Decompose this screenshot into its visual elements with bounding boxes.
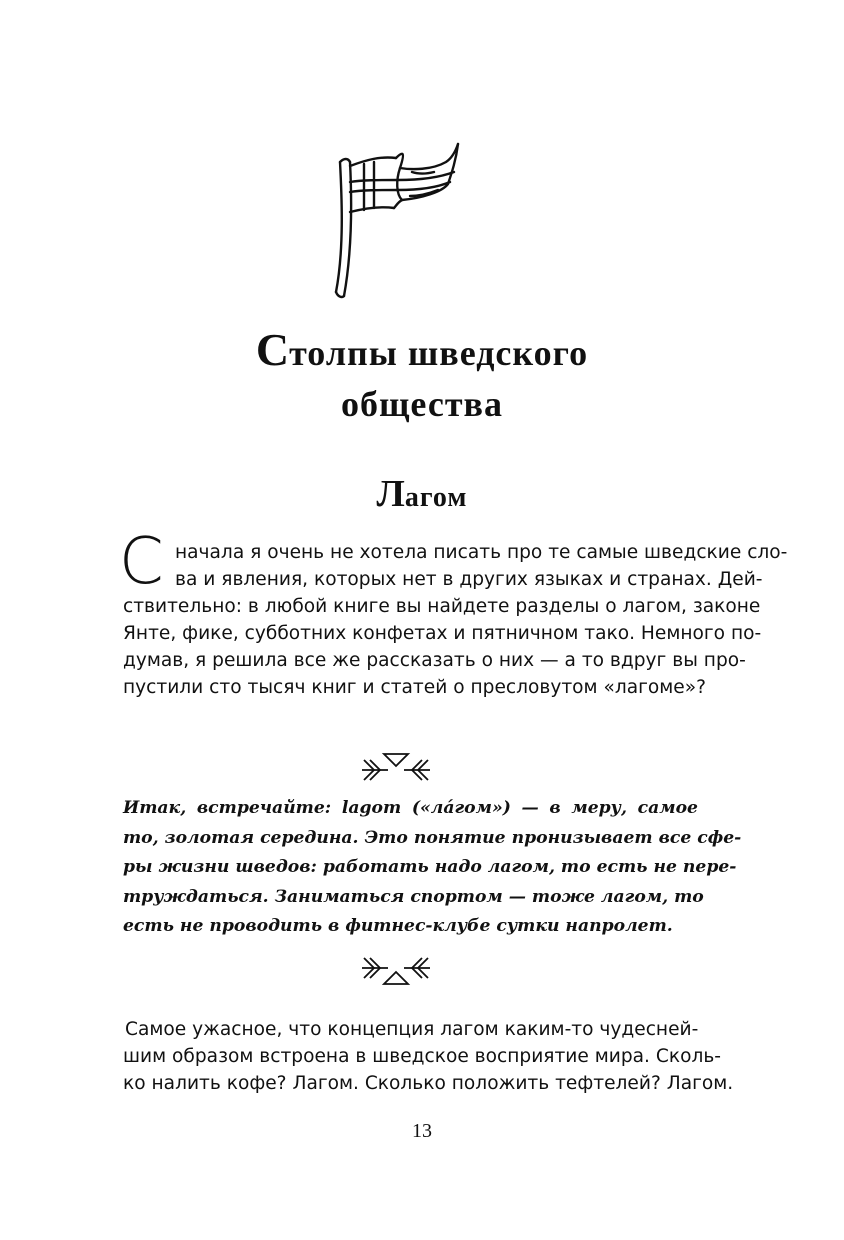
paragraph-line: шим образом встроена в шведское восприятие мира. Сколь- <box>123 1046 722 1067</box>
highlight-line: Итак, встречайте: lagom («лáгом») — в меру, самое <box>123 798 698 818</box>
highlight-paragraph <box>123 794 742 942</box>
highlight-line: ры жизни шведов: работать надо лагом, то есть не пере- <box>123 857 737 877</box>
arrow-ornament-icon <box>362 748 430 784</box>
paragraph-line: начала я очень не хотела писать про те самые шведские сло- <box>175 542 788 563</box>
chapter-title-rest: толпы шведского <box>289 333 589 373</box>
chapter-title-line2-text: общества <box>341 384 503 424</box>
highlight-line: труждаться. Заниматься спортом — тоже лагом, то <box>123 886 704 907</box>
drop-cap: С <box>119 525 164 599</box>
arrow-ornament-icon <box>362 952 430 988</box>
paragraph-line: думав, я решила все же рассказать о них — а то вдруг вы про- <box>123 650 746 671</box>
chapter-title-capital: С <box>255 324 290 375</box>
paragraph-line: ва и явления, которых нет в других языках и странах. Дей- <box>175 569 763 590</box>
paragraph-lagom <box>123 1016 734 1097</box>
paragraph-line: ко налить кофе? Лагом. Сколько положить тефтелей? Лагом. <box>123 1073 734 1094</box>
chapter-title-line2 <box>0 376 844 433</box>
section-title-rest: агом <box>404 482 468 513</box>
section-title <box>0 470 844 523</box>
section-title-capital: Л <box>376 473 405 515</box>
chapter-title-line1 <box>0 320 844 384</box>
paragraph-line: Янте, фике, субботних конфетах и пятничном тако. Немного по- <box>123 623 762 644</box>
highlight-line: есть не проводить в фитнес-клубе сутки напролет. <box>123 916 673 936</box>
swedish-flag-drawing-icon <box>322 140 472 300</box>
page-number: 13 <box>412 1120 432 1142</box>
paragraph-line: пустили сто тысяч книг и статей о пресловутом «лагоме»? <box>123 677 706 698</box>
paragraph-intro <box>123 539 788 701</box>
paragraph-line: ствительно: в любой книге вы найдете разделы о лагом, законе <box>123 596 761 617</box>
highlight-line: то, золотая середина. Это понятие пронизывает все сфе- <box>123 827 742 848</box>
paragraph-line: Самое ужасное, что концепция лагом каким-то чудесней- <box>125 1019 699 1040</box>
